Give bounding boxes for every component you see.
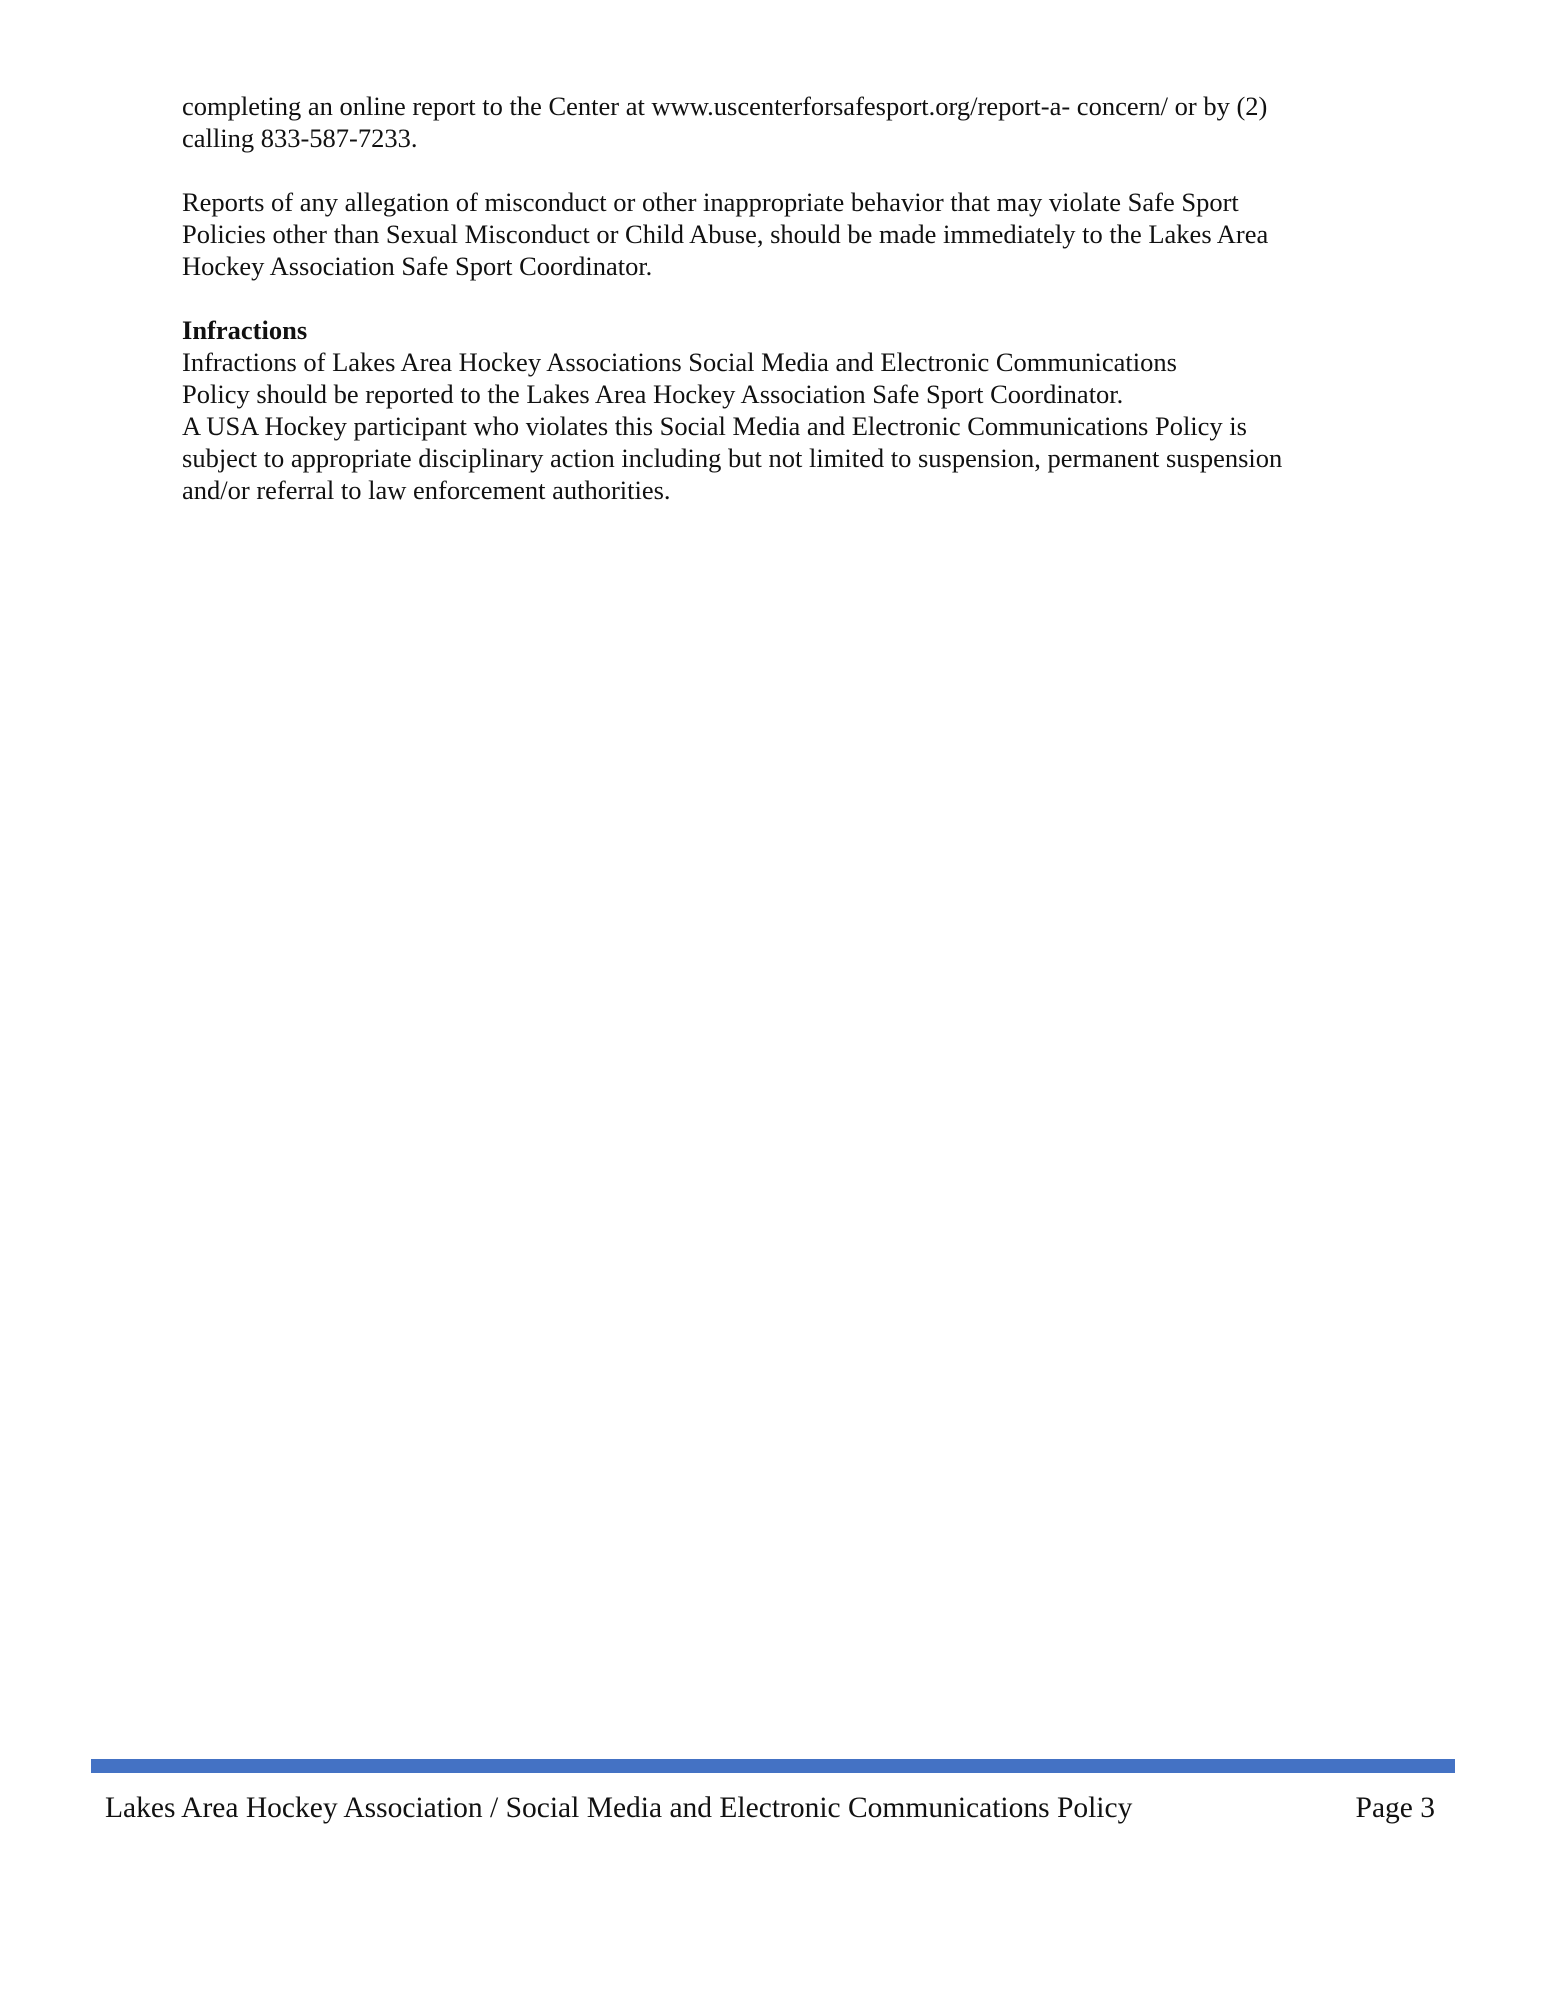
text-line: Reports of any allegation of misconduct or other inappropriate behavior that may violate Safe Sport xyxy=(182,187,1239,217)
footer-rule xyxy=(91,1759,1455,1773)
text-line: and/or referral to law enforcement authorities. xyxy=(182,475,671,505)
page-number: Page 3 xyxy=(1355,1792,1435,1824)
section-heading: Infractions xyxy=(182,315,308,345)
text-line: Policies other than Sexual Misconduct or Child Abuse, should be made immediately to the Lakes Area xyxy=(182,219,1269,249)
text-line: completing an online report to the Center at www.uscenterforsafesport.org/report-a- concern/ or by (2) xyxy=(182,91,1268,121)
infractions-paragraph xyxy=(182,346,1382,506)
misconduct-paragraph xyxy=(182,186,1382,282)
text-line: A USA Hockey participant who violates this Social Media and Electronic Communications Policy is xyxy=(182,411,1247,441)
paragraph-spacer xyxy=(182,282,1382,314)
text-line: Policy should be reported to the Lakes Area Hockey Association Safe Sport Coordinator. xyxy=(182,379,1124,409)
reporting-paragraph xyxy=(182,90,1382,154)
paragraph-spacer xyxy=(182,154,1382,186)
text-line: calling 833-587-7233. xyxy=(182,123,418,153)
footer-title: Lakes Area Hockey Association / Social Media and Electronic Communications Policy xyxy=(105,1792,1133,1824)
text-line: Infractions of Lakes Area Hockey Associations Social Media and Electronic Communications xyxy=(182,347,1177,377)
document-body xyxy=(182,90,1382,506)
text-line: Hockey Association Safe Sport Coordinator. xyxy=(182,251,653,281)
text-line: subject to appropriate disciplinary action including but not limited to suspension, permanent suspension xyxy=(182,443,1283,473)
